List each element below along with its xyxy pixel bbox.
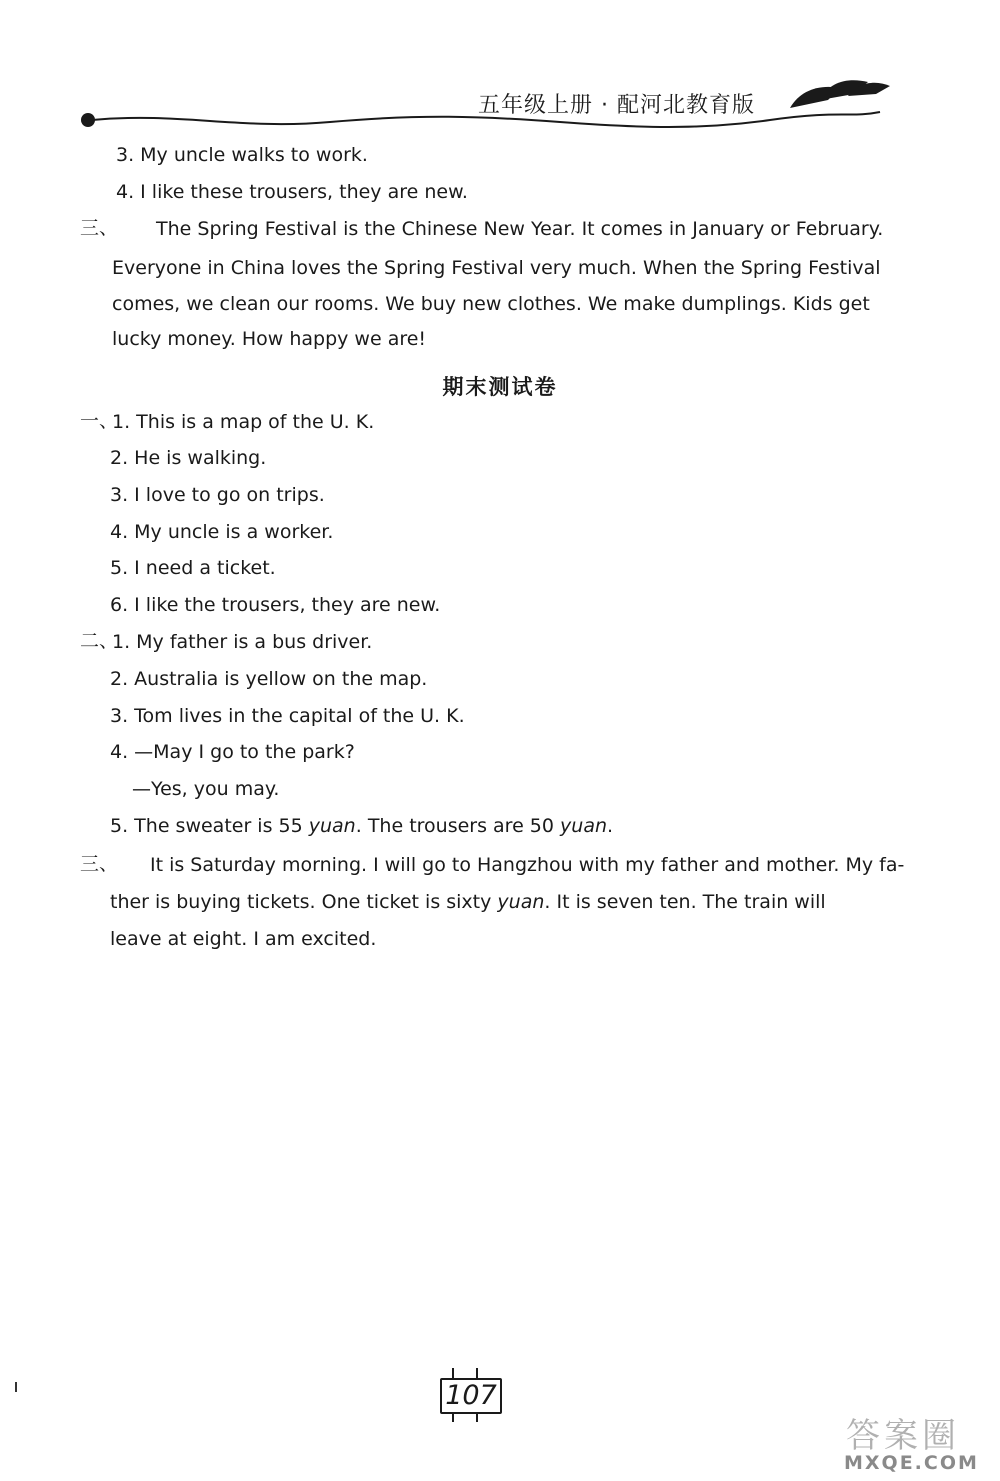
paragraph-text: . It is seven ten. The train will <box>544 891 826 913</box>
currency-word: yuan <box>308 815 356 837</box>
paragraph-line: Everyone in China loves the Spring Festival very much. When the Spring Festival <box>112 257 881 279</box>
margin-mark <box>15 1382 17 1392</box>
section-label: 三、 <box>80 853 119 875</box>
answer-line: 5. I need a ticket. <box>110 557 276 579</box>
page-number-tick <box>452 1412 454 1422</box>
answer-line: 4. My uncle is a worker. <box>110 521 334 543</box>
watermark-url: MXQE.COM <box>844 1452 979 1474</box>
answer-line: 3. I love to go on trips. <box>110 484 325 506</box>
header-title: 五年级上册 · 配河北教育版 <box>478 93 755 118</box>
paragraph-line: lucky money. How happy we are! <box>112 328 427 350</box>
answer-line: 4. I like these trousers, they are new. <box>116 181 468 203</box>
answer-line: 3. My uncle walks to work. <box>116 144 368 166</box>
page-number-tick <box>476 1368 478 1378</box>
section-label: 三、 <box>80 217 119 239</box>
answer-line: 4. —May I go to the park? <box>110 741 355 763</box>
answer-line <box>110 814 613 838</box>
answer-line: 1. This is a map of the U. K. <box>112 411 375 433</box>
watermark-logo: 答案圈 <box>846 1416 960 1456</box>
section-label: 二、 <box>80 630 119 652</box>
answer-line: 2. He is walking. <box>110 447 267 469</box>
section-title: 期末测试卷 <box>442 374 558 399</box>
page-number-tick <box>476 1412 478 1422</box>
paragraph-line <box>110 890 826 914</box>
paragraph-line: leave at eight. I am excited. <box>110 928 377 950</box>
watermark <box>836 1408 986 1474</box>
paragraph-line: The Spring Festival is the Chinese New Year. It comes in January or February. <box>156 218 884 240</box>
answer-line: 3. Tom lives in the capital of the U. K. <box>110 705 465 727</box>
answer-line: —Yes, you may. <box>132 778 280 800</box>
currency-word: yuan <box>560 815 608 837</box>
answer-line: 2. Australia is yellow on the map. <box>110 668 428 690</box>
answer-text: . The trousers are 50 <box>355 815 561 837</box>
paragraph-text: ther is buying tickets. One ticket is sixty <box>110 891 498 913</box>
paragraph-line: comes, we clean our rooms. We buy new clothes. We make dumplings. Kids get <box>112 293 870 315</box>
answer-line: 1. My father is a bus driver. <box>112 631 373 653</box>
page-number-tick <box>452 1368 454 1378</box>
answer-text: 5. The sweater is 55 <box>110 815 309 837</box>
page-number: 107 <box>440 1378 502 1414</box>
answer-text: . <box>607 815 614 837</box>
currency-word: yuan <box>497 891 545 913</box>
section-label: 一、 <box>80 410 119 432</box>
answer-line: 6. I like the trousers, they are new. <box>110 594 441 616</box>
paragraph-line: It is Saturday morning. I will go to Hangzhou with my father and mother. My fa- <box>150 854 905 876</box>
